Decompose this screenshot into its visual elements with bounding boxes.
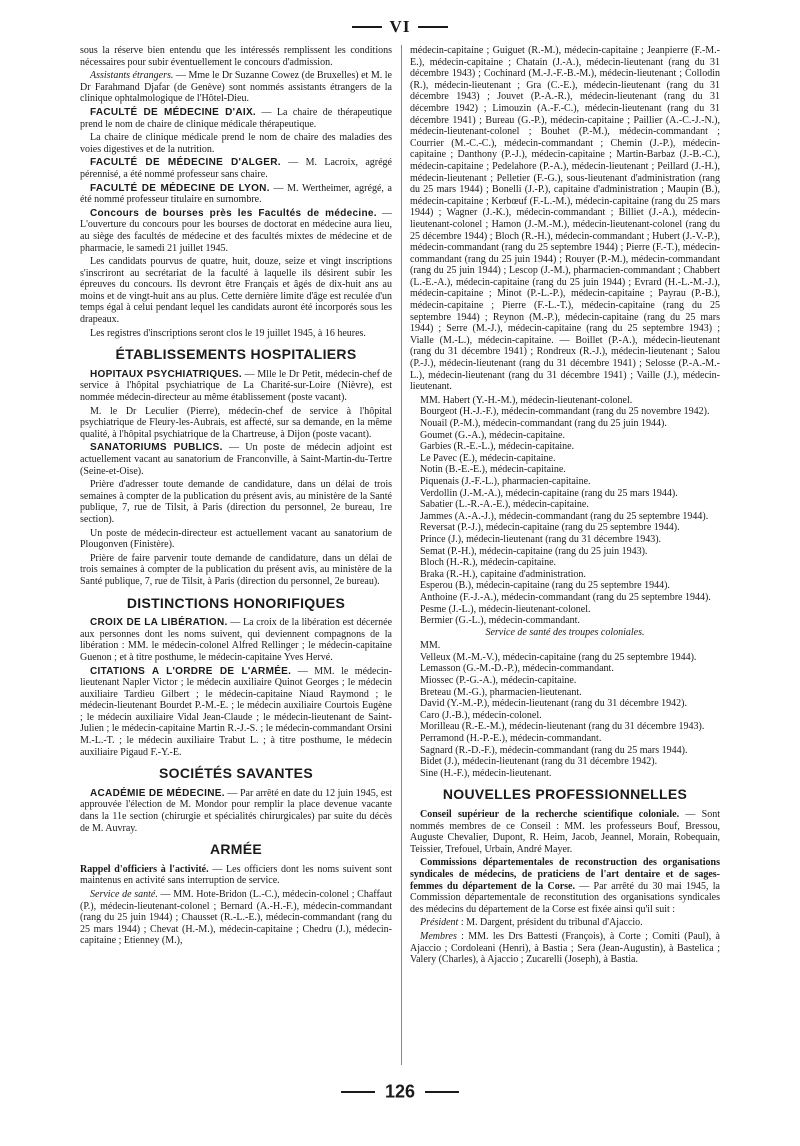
commissions-paragraph	[410, 857, 720, 915]
list-line: Esperou (B.), médecin-capitaine (rang du 25 septembre 1944).	[420, 580, 670, 592]
sana-text-1: — Un poste de médecin adjoint est actuellement vacant au sanatorium de Franconville, à Saint-Martin-du-Tertre (Seine-et-Oise).	[80, 442, 392, 477]
army-list-paragraph: médecin-capitaine ; Guiguet (R.-M.), médecin-capitaine ; Jeanpierre (F.-M.-E.), médecin-capitaine ; Chatain (J.-A.), médecin-lieutenant (rang du 31 décembre 1943) ; Cochinard (M.-J.-F.-B.-M.), médecin-lieutenant ; Collodin (R.), médecin-lieutenant ; Gra (C.-E.), médecin-lieutenant (rang du 31 décembre 1943) ; Jouvet (P.-A.-R.), médecin-lieutenant (rang du 31 décembre 1942) ; Limouzin (A.-F.-C.), médecin-lieutenant (rang du 31 décembre 1941) ; Bureau (G.-P.), médecin-capitaine ; Paillier (A.-C.-J.-N.), médecin-lieutenant-colonel ; Bouhet (P.-M.), médecin-commandant ; Courrier (M.-C.-C.), médecin-commandant ; Chemin (J.-P.), médecin-capitaine ; Danthony (P.-J.), médecin-capitaine ; Martin-Barbaz (J.-B.-C.), médecin-capitaine ; Pedelahore (P.-A.), médecin-lieutenant ; Peillard (J.-H.), médecin-lieutenant ; Pelletier (F.-G.), sous-lieutenant d'administration (rang du 25 mars 1944) ; Bonelli (J.-P.), capitaine d'administration ; Maupin (B.), médecin-capitaine ; Kerbœuf (F.-L.-M.), médecin-capitaine (rang du 25 mars 1944) ; Wagner (J.-K.), médecin-commandant ; Billiet (J.-A.), médecin-lieutenant-colonel ; Hamon (J.-M.-M.), médecin-lieutenant-colonel (rang du 25 décembre 1944) ; Bloch (R.-H.), médecin-commandant ; Hubert (J.-V.-P.), médecin-commandant (rang du 25 septembre 1944) ; Pierre (F.-T.), médecin-commandant (rang du 25 juin 1944) ; Rouyer (P.-M.), médecin-commandant (rang du 25 juin 1944) ; Lescop (J.-M.), pharmacien-commandant ; Chabbert (L.-E.-A.), médecin-capitaine (rang du 25 juin 1944) ; Evrard (H.-L.-M.-J.), médecin-capitaine ; Minot (P.-L.-P.), médecin-capitaine ; Payrau (P.-B.), médecin-capitaine ; Pierre (F.-L.-T.), médecin-capitaine (rang du 25 septembre 1944) ; Reynon (M.-P.), médecin-capitaine (rang du 25 mars 1944) ; Serre (M.-J.), médecin-capitaine (rang du 25 septembre 1943) ; Vialle (M.-L.), médecin-capitaine. — Boillet (P.-A.), médecin-lieutenant (rang du 31 décembre 1941) ; Rondreux (R.-J.), médecin-lieutenant ; Salou (P.-J.), médecin-lieutenant (rang du 31 décembre 1941) ; Selosse (P.-A.-M.-L.), médecin-lieutenant (rang du 31 décembre 1941) ; Vaille (J.), médecin-lieutenant.	[410, 45, 720, 393]
aix-heading: FACULTÉ DE MÉDECINE D'AIX.	[90, 106, 257, 118]
list-line: MM. Habert (Y.-H.-M.), médecin-lieutenant-colonel.	[420, 394, 633, 406]
rappel-text: — Les officiers dont les noms suivent sont maintenus en activité sans interruption de service.	[80, 863, 392, 887]
membres-lead: Membres	[420, 930, 457, 942]
academie-paragraph	[80, 788, 392, 834]
assistants-text: — Mme le Dr Suzanne Cowez (de Bruxelles) et M. le Dr Farahmand Djafar (de Genève) sont nommés assistants étrangers de la clinique ophtalmologique de l'Hôtel-Dieu.	[80, 70, 392, 105]
list-line: Bermier (G.-L.), médecin-commandant.	[420, 615, 580, 627]
list-line: Morilleau (R.-E.-M.), médecin-lieutenant (rang du 31 décembre 1943).	[420, 721, 705, 733]
mm-label: MM.	[420, 640, 441, 652]
list-line: Jammes (A.-A.-J.), médecin-commandant (rang du 25 septembre 1944).	[420, 510, 709, 522]
bourses-text-1: — L'ouverture du concours pour les bourses de doctorat en médecine aura lieu, au siège des facultés de médecine et des facultés mixtes de médecine et de pharmacie, le samedi 21 juillet 1945.	[80, 207, 392, 254]
list-line: Caro (J.-B.), médecin-colonel.	[420, 709, 542, 721]
aix-text-2: La chaire de clinique médicale prend le nom de chaire des maladies des voies digestives et de la nutrition.	[80, 132, 392, 155]
roman-page-number: VI	[389, 17, 411, 37]
sana-text-3: Un poste de médecin-directeur est actuellement vacant au sanatorium de Plougonven (Finistère).	[80, 527, 392, 551]
membres-paragraph	[410, 931, 720, 966]
intro-paragraph: sous la réserve bien entendu que les intéressés remplissent les conditions nécessaires pour subir éventuellement le concours d'admission.	[80, 45, 392, 68]
alger-paragraph	[80, 157, 392, 180]
nouvelles-title: NOUVELLES PROFESSIONNELLES	[442, 786, 688, 803]
alger-heading: FACULTÉ DE MÉDECINE D'ALGER.	[90, 157, 281, 169]
sana-paragraph	[80, 442, 392, 477]
psy-text-1: — Mlle le Dr Petit, médecin-chef de service à l'hôpital psychiatrique de La Charité-sur-Loire (Nièvre), est nommée médecin-directeur au même établissement (poste vacant).	[80, 368, 392, 404]
service-paragraph	[80, 889, 392, 947]
list-line: Prince (J.), médecin-lieutenant (rang du 31 décembre 1943).	[420, 533, 662, 545]
president-paragraph	[410, 917, 720, 929]
list-line: Perramond (H.-P.-E.), médecin-commandant.	[420, 733, 602, 745]
list-line: Braka (R.-H.), capitaine d'administration.	[420, 568, 586, 580]
citations-paragraph	[80, 666, 392, 759]
academie-text: — Par arrêté en date du 12 juin 1945, est approuvée l'élection de M. Mondor pour remplir la place devenue vacante dans la 11e section (chirurgie et spécialités chirurgicales) par suite du décès de M. Auvray.	[80, 787, 392, 834]
commissions-text: — Par arrêté du 30 mai 1945, la Commission départementale de reconstitution des organisations syndicales des médecins du département de la Corse est fixée ainsi qu'il suit :	[410, 880, 720, 915]
president-lead: Président	[420, 917, 459, 929]
sana-text-4: Prière de faire parvenir toute demande de candidature, dans un délai de trois semaines à compter de la publication du présent avis, au ministère de la Santé publique, 7, rue de Tilsit, à Paris (direction du personnel, 2e bureau).	[80, 552, 392, 587]
roman-page-header	[0, 16, 800, 37]
list-line: Anthoine (F.-J.-A.), médecin-commandant (rang du 25 septembre 1944).	[420, 591, 711, 603]
service-text: — MM. Hote-Bridon (L.-C.), médecin-colonel ; Chaffaut (P.), médecin-lieutenant-colonel ; Bernard (A.-H.-F.), médecin-commandant (rang du 25 juin 1944) ; Chausset (R.-L.-E.), médecin-commandant (rang du 25 mars 1944) ; Chevat (H.-M.), médecin-capitaine ; Chedru (J.), médecin-capitaine ; Etienney (M.),	[80, 889, 392, 947]
list-line: Garbies (R.-E.-L.), médecin-capitaine.	[420, 441, 575, 453]
aix-text-1: — La chaire de thérapeutique prend le nom de chaire de clinique médicale thérapeutique.	[80, 106, 392, 130]
list-line: Le Pavec (E.), médecin-capitaine.	[420, 452, 556, 464]
bourses-text-2: Les candidats pourvus de quatre, huit, douze, seize et vingt inscriptions s'inscriront au secrétariat de la faculté à laquelle ils désirent subir les épreuves du concours. Ils devront être Français et âgés de dix-huit ans au moins et de vingt-huit ans au plus. Cette dernière limite d'âge est reculée d'un temps égal à celui pendant lequel les candidats auront été incorporés sous les drapeaux.	[80, 256, 392, 326]
distinctions-title: DISTINCTIONS HONORIFIQUES	[126, 594, 346, 611]
list-line: Sagnard (R.-D.-F.), médecin-commandant (rang du 25 mars 1944).	[420, 744, 688, 756]
page-number-footer	[0, 1080, 800, 1102]
alger-text: — M. Lacroix, agrégé pérennisé, a été nommé professeur sans chaire.	[80, 157, 392, 180]
page-number: 126	[384, 1081, 416, 1102]
list-line: Reversat (P.-J.), médecin-capitaine (rang du 25 septembre 1944).	[420, 522, 680, 534]
citations-heading: CITATIONS A L'ORDRE DE L'ARMÉE.	[90, 665, 292, 677]
list-line: Goumet (G.-A.), médecin-capitaine.	[420, 429, 565, 441]
list-line: Sabatier (L.-R.-A.-E.), médecin-capitaine.	[420, 499, 589, 511]
bourses-heading: Concours de bourses près les Facultés de médecine.	[90, 207, 377, 219]
croix-heading: CROIX DE LA LIBÉRATION.	[90, 617, 228, 629]
aix-paragraph	[80, 107, 392, 130]
armee-title: ARMÉE	[209, 841, 263, 858]
lyon-paragraph	[80, 183, 392, 206]
list-line: Sine (H.-F.), médecin-lieutenant.	[420, 767, 552, 779]
list-line: Pesme (J.-L.), médecin-lieutenant-colonel.	[420, 603, 591, 615]
societes-title: SOCIÉTÉS SAVANTES	[159, 765, 313, 782]
footer-dash-left	[341, 1091, 375, 1093]
assistants-paragraph	[80, 70, 392, 105]
sana-heading: SANATORIUMS PUBLICS.	[90, 442, 223, 454]
list-line: David (Y.-M.-P.), médecin-lieutenant (rang du 31 décembre 1942).	[420, 698, 687, 710]
lyon-text: — M. Wertheimer, agrégé, a été nommé professeur titulaire en surnombre.	[80, 182, 392, 206]
left-column	[80, 45, 392, 1065]
membres-text: : MM. les Drs Battesti (François), à Corte ; Comiti (Paul), à Ajaccio ; Cordoleani (Henri), à Bastia ; Sera (Jean-Augustin), à Bastelica ; Valery (Charles), à Ajaccio ; Zucarelli (Joseph), à Bastia.	[410, 930, 720, 966]
header-dash-right	[418, 26, 448, 28]
list-line: Breteau (M.-G.), pharmacien-lieutenant.	[420, 686, 582, 698]
sana-text-2: Prière d'adresser toute demande de candidature, dans un délai de trois semaines à compter de la publication du présent avis, au ministère de la Santé publique, 7, rue de Tilsit, à Paris (direction du personnel, 2e bureau, 1re section).	[80, 479, 392, 525]
citations-text: — MM. le médecin-lieutenant Napler Victor ; le médecin auxiliaire Quinot Georges ; le médecin auxiliaire Tardieu Gilbert ; le médecin-capitaine Niaud Raymond ; le médecin-lieutenant Bourdet P.-M.-E. ; le médecin auxiliaire Courtois Eugène ; le médecin auxiliaire Vidal Jean-Claude ; le médecin-lieutenant de Saint-Julien ; le médecin-capitaine Martin R.-J.-S. ; le médecin-commandant Orsini M.-L.-T. ; le médecin auxiliaire Trabut L. ; à titre posthume, le médecin auxiliaire Pigaud F.-Y.-E.	[80, 665, 392, 758]
assistants-lead: Assistants étrangers.	[90, 70, 174, 82]
list-line: Piquenais (J.-F.-L.), pharmacien-capitaine.	[420, 475, 591, 487]
list-line: Notin (B.-E.-E.), médecin-capitaine.	[420, 464, 566, 476]
list-line: Semat (P.-H.), médecin-capitaine (rang du 25 juin 1943).	[420, 545, 648, 557]
army-list-lines-2	[410, 652, 720, 780]
header-dash-left	[352, 26, 382, 28]
academie-heading: ACADÉMIE DE MÉDECINE.	[90, 787, 225, 799]
list-line: Bloch (H.-R.), médecin-capitaine.	[420, 557, 557, 569]
bourses-paragraph	[80, 208, 392, 254]
rappel-heading: Rappel d'officiers à l'activité.	[80, 863, 209, 875]
psy-paragraph	[80, 369, 392, 404]
list-line: Nouail (P.-M.), médecin-commandant (rang du 25 juin 1944).	[420, 418, 667, 429]
list-line: Miossec (P.-G.-A.), médecin-capitaine.	[420, 675, 577, 687]
colonial-subheading: Service de santé des troupes coloniales.	[485, 626, 645, 638]
list-line: Verdollin (J.-M.-A.), médecin-capitaine (rang du 25 mars 1944).	[420, 487, 678, 499]
list-line: Velleux (M.-M.-V.), médecin-capitaine (rang du 25 septembre 1944).	[420, 651, 697, 663]
list-line: Lemasson (G.-M.-D.-P.), médecin-commandant.	[420, 663, 614, 675]
commissions-heading: Commissions départementales de reconstruction des organisations syndicales de médecins, de praticiens de l'art dentaire et de sages-femmes du département de la Corse.	[410, 857, 720, 892]
etablissements-title: ÉTABLISSEMENTS HOSPITALIERS	[115, 346, 357, 363]
column-divider	[401, 45, 402, 1065]
psy-heading: HOPITAUX PSYCHIATRIQUES.	[90, 368, 243, 380]
lyon-heading: FACULTÉ DE MÉDECINE DE LYON.	[90, 182, 270, 194]
croix-text: — La croix de la libération est décernée aux personnes dont les noms suivent, qui deviennent compagnons de la libération : MM. le médecin-colonel Alfred Rellinger ; le médecin-capitaine Guenon ; et à titre posthume, le médecin-capitaine Yves Hervé.	[80, 617, 392, 663]
right-column	[410, 45, 720, 1065]
conseil-heading: Conseil supérieur de la recherche scientifique coloniale.	[420, 809, 680, 820]
list-line: Bidet (J.), médecin-lieutenant (rang du 31 décembre 1942).	[420, 756, 658, 768]
rappel-paragraph	[80, 864, 392, 887]
army-list-lines-1	[410, 395, 720, 627]
conseil-paragraph	[410, 809, 720, 855]
president-text: : M. Dargent, président du tribunal d'Ajaccio.	[458, 917, 643, 929]
psy-text-2: M. le Dr Leculier (Pierre), médecin-chef de service à l'hôpital psychiatrique de Fleury-les-Aubrais, est affecté, sur sa demande, en la même qualité, à l'hôpital psychiatrique de la Chartreuse, à Dijon (poste vacant).	[80, 405, 392, 440]
croix-paragraph	[80, 617, 392, 663]
bourses-text-3: Les registres d'inscriptions seront clos le 19 juillet 1945, à 16 heures.	[90, 327, 366, 339]
footer-dash-right	[425, 1091, 459, 1093]
list-line: Bourgeot (H.-J.-F.), médecin-commandant (rang du 25 novembre 1942).	[420, 406, 710, 418]
conseil-text: — Sont nommés membres de ce Conseil : MM. les professeurs Bouf, Bressou, Auguste Chevalier, Dupont, R. Heim, Jacob, Jeannel, Morain, Robequain, Teissier, Trefouel, Urbain, André Mayer.	[410, 809, 720, 855]
service-lead: Service de santé.	[90, 889, 158, 900]
